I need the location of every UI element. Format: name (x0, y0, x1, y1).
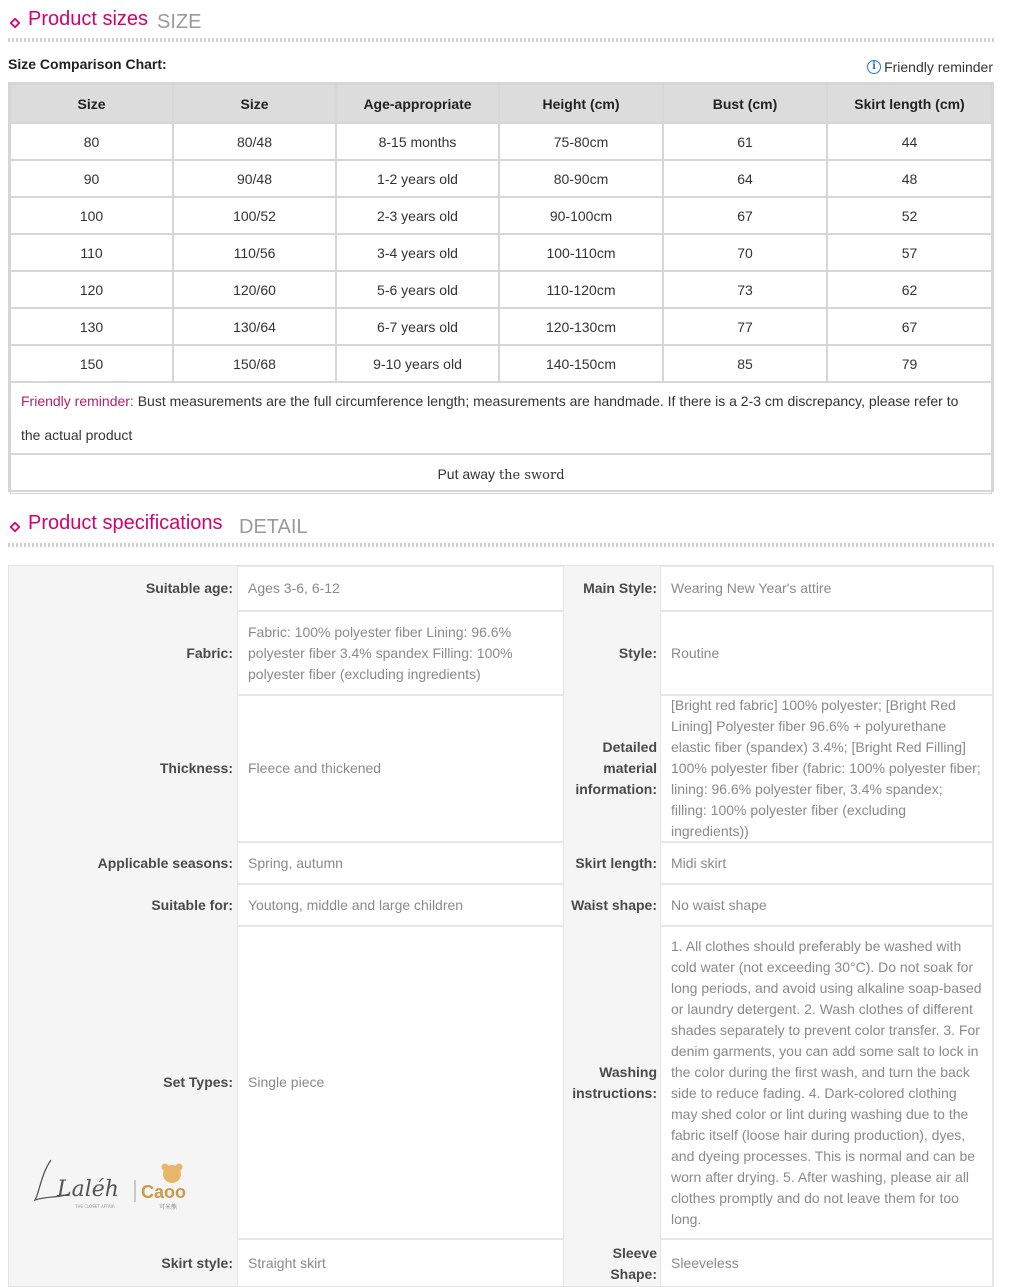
table-cell: 62 (827, 271, 992, 308)
spec-value: Youtong, middle and large children (237, 884, 564, 926)
table-cell: 57 (827, 234, 992, 271)
table-cell: 80-90cm (499, 160, 663, 197)
size-chart-label: Size Comparison Chart: (8, 56, 167, 72)
spec-label: Suitable for: (151, 896, 233, 913)
put-away-label: Put away (437, 465, 496, 482)
table-cell: 90 (10, 160, 173, 197)
table-cell: 100/52 (173, 197, 336, 234)
table-cell: 120/60 (173, 271, 336, 308)
column-header: Skirt length (cm) (827, 84, 992, 123)
spec-value: Sleeveless (660, 1239, 993, 1287)
table-cell: 79 (827, 345, 992, 382)
table-cell: 44 (827, 123, 992, 160)
spec-label: Detailed material information: (575, 739, 657, 797)
table-cell: 2-3 years old (336, 197, 499, 234)
table-cell: 90-100cm (499, 197, 663, 234)
table-cell: 52 (827, 197, 992, 234)
table-cell: 80/48 (173, 123, 336, 160)
table-row (10, 345, 992, 382)
spec-label: Style: (618, 644, 657, 661)
section-divider (8, 38, 994, 42)
spec-value: Spring, autumn (237, 842, 564, 884)
put-away-button[interactable] (10, 454, 992, 494)
spec-value: No waist shape (660, 884, 993, 926)
friendly-reminder-label: Friendly reminder (884, 59, 993, 75)
table-row (10, 308, 992, 345)
table-cell: 140-150cm (499, 345, 663, 382)
spec-label: Applicable seasons: (97, 854, 233, 871)
spec-value: Single piece (237, 926, 564, 1239)
table-cell: 150/68 (173, 345, 336, 382)
table-cell: 120-130cm (499, 308, 663, 345)
size-section-title: Product sizes (28, 8, 149, 30)
table-cell: 130 (10, 308, 173, 345)
table-row (10, 234, 992, 271)
table-cell: 85 (663, 345, 827, 382)
spec-label: Skirt length: (575, 854, 657, 871)
table-cell: 48 (827, 160, 992, 197)
column-header: Height (cm) (499, 84, 663, 123)
friendly-reminder-link[interactable] (867, 59, 993, 75)
table-cell: 9-10 years old (336, 345, 499, 382)
size-section-header (8, 6, 994, 40)
size-section-subtitle: SIZE (157, 11, 202, 33)
info-icon: i (867, 60, 881, 74)
table-cell: 67 (663, 197, 827, 234)
table-cell: 150 (10, 345, 173, 382)
put-away-row[interactable] (10, 454, 992, 494)
table-cell: 70 (663, 234, 827, 271)
spec-label: Skirt style: (161, 1255, 233, 1271)
size-table (8, 82, 994, 492)
spec-value: Straight skirt (237, 1239, 564, 1287)
specifications-table (8, 565, 994, 1287)
table-row (10, 160, 992, 197)
put-away-tail: the sword (498, 467, 565, 483)
spec-label: Sleeve Shape: (610, 1244, 657, 1282)
table-cell: 77 (663, 308, 827, 345)
logo-brand-text: Laléh (57, 1177, 119, 1202)
table-cell: 73 (663, 271, 827, 308)
spec-value: [Bright red fabric] 100% polyester; [Bright Red Lining] Polyester fiber 96.6% + polyurethane elastic fiber (spandex) 3.4%; [Bright Red Filling] 100% polyester fiber (fabric: 100% polyester fiber; lining: 96.6% polyester fiber, 3.4% spandex; filling: 100% polyester fiber (excluding ingredients)) (660, 695, 993, 842)
spec-label: Set Types: (163, 1074, 233, 1090)
diamond-bullet-icon (10, 522, 20, 532)
spec-value: Wearing New Year's attire (660, 566, 993, 611)
diamond-bullet-icon (10, 18, 20, 28)
spec-label: Fabric: (186, 644, 233, 661)
reminder-row (10, 382, 992, 454)
table-cell: 1-2 years old (336, 160, 499, 197)
logo-partner-cn: 可米熊 (159, 1204, 178, 1211)
column-header: Bust (cm) (663, 84, 827, 123)
column-header: Size (10, 84, 173, 123)
spec-value: Fabric: 100% polyester fiber Lining: 96.6% polyester fiber 3.4% spandex Filling: 100% polyester fiber (excluding ingredients) (237, 611, 564, 695)
spec-label: Waist shape: (571, 896, 657, 913)
reminder-text: Bust measurements are the full circumference length; measurements are handmade. If there is a 2-3 cm discrepancy, please refer to the actual product (21, 393, 959, 443)
column-header: Size (173, 84, 336, 123)
logo-partner-text: Caoo (141, 1182, 186, 1202)
table-cell: 80 (10, 123, 173, 160)
spec-label: Main Style: (583, 580, 657, 596)
table-cell: 110 (10, 234, 173, 271)
spec-value: Ages 3-6, 6-12 (237, 566, 564, 611)
table-cell: 120 (10, 271, 173, 308)
table-cell: 5-6 years old (336, 271, 499, 308)
spec-label: Washing instructions: (572, 1063, 657, 1101)
spec-value: 1. All clothes should preferably be washed with cold water (not exceeding 30°C). Do not soak for long periods, and avoid using alkaline soap-based or laundry detergent. 2. Wash clothes of different shades separately to prevent color transfer. 3. For denim garments, you can add some salt to lock in the color during the first wash, and turn the back side to reduce fading. 4. Dark-colored clothing may shed color or lint during washing due to the fabric itself (loose hair during production), dyes, and dyeing processes. This is normal and can be worn after drying. 5. After washing, please air all clothes promptly and do not leave them for too long. (660, 926, 993, 1239)
reminder-label: Friendly reminder: (21, 393, 134, 409)
table-cell: 3-4 years old (336, 234, 499, 271)
logo-tagline: THE CLOSET AFFAIR (75, 1204, 115, 1209)
spec-value: Routine (660, 611, 993, 695)
column-header: Age-appropriate (336, 84, 499, 123)
reminder-cell (10, 382, 992, 454)
detail-section-title: Product specifications (28, 512, 223, 534)
table-cell: 8-15 months (336, 123, 499, 160)
table-cell: 90/48 (173, 160, 336, 197)
table-row (10, 271, 992, 308)
table-cell: 110-120cm (499, 271, 663, 308)
table-cell: 75-80cm (499, 123, 663, 160)
table-cell: 100 (10, 197, 173, 234)
table-cell: 64 (663, 160, 827, 197)
table-cell: 6-7 years old (336, 308, 499, 345)
table-row (10, 123, 992, 160)
table-cell: 67 (827, 308, 992, 345)
detail-section-subtitle: DETAIL (239, 516, 308, 538)
table-cell: 110/56 (173, 234, 336, 271)
table-cell: 100-110cm (499, 234, 663, 271)
size-table-header-row (10, 84, 992, 123)
spec-label: Suitable age: (145, 580, 233, 596)
detail-section-header (8, 510, 994, 550)
brand-logo (29, 1154, 219, 1214)
spec-value: Midi skirt (660, 842, 993, 884)
spec-label: Thickness: (159, 760, 233, 776)
table-cell: 61 (663, 123, 827, 160)
section-divider (8, 543, 994, 547)
table-cell: 130/64 (173, 308, 336, 345)
spec-value: Fleece and thickened (237, 695, 564, 842)
table-row (10, 197, 992, 234)
